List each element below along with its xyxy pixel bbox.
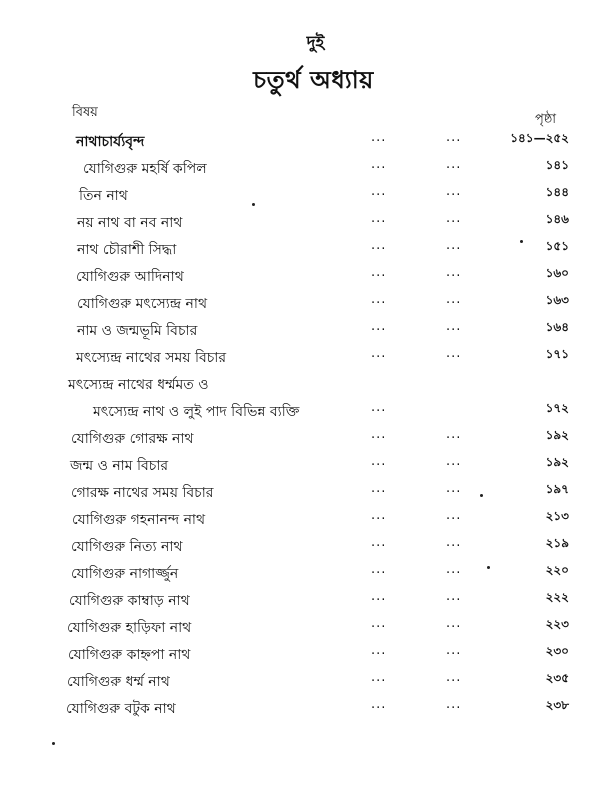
toc-entry xyxy=(0,125,607,152)
toc-entry-title: গোরক্ষ নাথের সময় বিচার xyxy=(71,485,214,501)
leader-dots: ... xyxy=(371,157,387,172)
toc-entry-page: ২১৯ xyxy=(545,536,569,550)
toc-entry-title: যোগিগুরু হাড়িফা নাথ xyxy=(67,620,192,636)
toc-entry-page: ১৯৭ xyxy=(545,482,569,496)
toc-entry-title: যোগিগুরু ধর্ম্ম নাথ xyxy=(67,674,170,690)
toc-entry-title: যোগিগুরু বটুক নাথ xyxy=(66,701,176,717)
leader-dots: ... xyxy=(446,319,462,334)
toc-entry-page: ১৫১ xyxy=(545,239,569,253)
toc-entry-title: যোগিগুরু গোরক্ষ নাথ xyxy=(71,431,194,447)
toc-entry-title: মৎস্যেন্দ্র নাথের সময় বিচার xyxy=(76,350,227,366)
leader-dots: ... xyxy=(371,589,387,604)
leader-dots: ... xyxy=(446,427,462,442)
leader-dots: ... xyxy=(446,292,462,307)
toc-entry-title: তিন নাথ xyxy=(79,188,128,204)
leader-dots: ... xyxy=(371,211,387,226)
toc-entry-title: যোগিগুরু মৎস্যেন্দ্র নাথ xyxy=(77,296,208,312)
toc-entry-page: ২২২ xyxy=(545,590,569,604)
toc-entry-page: ১৪১ xyxy=(545,158,569,172)
leader-dots: ... xyxy=(446,508,462,523)
leader-dots: ... xyxy=(371,184,387,199)
leader-dots: ... xyxy=(371,130,387,145)
toc-entry xyxy=(0,179,607,206)
toc-entry xyxy=(0,152,607,179)
toc-entry-title: যোগিগুরু আদিনাথ xyxy=(76,269,184,285)
leader-dots: ... xyxy=(446,184,462,199)
toc-entry-page: ১৪১—২৫২ xyxy=(510,131,569,145)
leader-dots: ... xyxy=(371,238,387,253)
chapter-title: চতুর্থ অধ্যায় xyxy=(253,66,374,94)
toc-entry-page: ১৬৩ xyxy=(545,293,569,307)
toc-entry-title: যোগিগুরু নিত্য নাথ xyxy=(71,539,183,555)
toc-entry xyxy=(0,530,607,557)
toc-entry-page: ১৯২ xyxy=(545,455,569,469)
leader-dots: ... xyxy=(446,130,462,145)
leader-dots: ... xyxy=(371,670,387,685)
toc-entry xyxy=(0,503,607,530)
print-speck xyxy=(52,742,55,745)
leader-dots: ... xyxy=(446,616,462,631)
leader-dots: ... xyxy=(446,238,462,253)
toc-entry xyxy=(0,422,607,449)
leader-dots: ... xyxy=(371,292,387,307)
toc-entry-title: যোগিগুরু মহর্ষি কপিল xyxy=(83,161,207,177)
leader-dots: ... xyxy=(371,454,387,469)
toc-entry-page: ১৬৪ xyxy=(545,320,569,334)
leader-dots: ... xyxy=(371,400,387,415)
leader-dots: ... xyxy=(446,265,462,280)
toc-entry xyxy=(0,476,607,503)
leader-dots: ... xyxy=(446,589,462,604)
toc-entry-page: ১৯২ xyxy=(545,428,569,442)
toc-entry-page: ২৩৮ xyxy=(545,698,569,712)
toc-entry-title: জন্ম ও নাম বিচার xyxy=(70,458,169,474)
toc-entry-page: ২২৩ xyxy=(545,617,569,631)
leader-dots: ... xyxy=(371,508,387,523)
leader-dots: ... xyxy=(371,265,387,280)
toc-entry-title: যোগিগুরু কাহ্নপা নাথ xyxy=(68,647,191,663)
toc-entry-page: ২২০ xyxy=(545,563,569,577)
toc-entry xyxy=(0,611,607,638)
toc-entry xyxy=(0,287,607,314)
toc-entry xyxy=(0,692,607,719)
leader-dots: ... xyxy=(371,643,387,658)
leader-dots: ... xyxy=(446,157,462,172)
table-of-contents xyxy=(0,125,607,719)
toc-entry xyxy=(0,665,607,692)
toc-entry xyxy=(0,314,607,341)
toc-entry-page: ২৩৫ xyxy=(545,671,569,685)
leader-dots: ... xyxy=(371,319,387,334)
toc-entry-title: যোগিগুরু নাগার্জ্জুন xyxy=(71,566,179,582)
leader-dots: ... xyxy=(446,697,462,712)
leader-dots: ... xyxy=(446,562,462,577)
leader-dots: ... xyxy=(446,670,462,685)
toc-entry-title: যোগিগুরু গহনানন্দ নাথ xyxy=(72,512,206,528)
toc-entry xyxy=(0,206,607,233)
toc-entry-title: নয় নাথ বা নব নাথ xyxy=(77,215,183,231)
toc-entry xyxy=(0,233,607,260)
toc-entry xyxy=(0,260,607,287)
print-speck xyxy=(480,494,483,497)
leader-dots: ... xyxy=(371,346,387,361)
leader-dots: ... xyxy=(446,346,462,361)
toc-entry xyxy=(0,368,607,395)
leader-dots: ... xyxy=(446,211,462,226)
toc-entry-page: ১৭১ xyxy=(545,347,569,361)
toc-entry-title: যোগিগুরু কাম্বাড় নাথ xyxy=(69,593,190,609)
subject-column-header: বিষয় xyxy=(72,105,98,120)
page-number: দুই xyxy=(306,33,325,53)
toc-entry-title: মৎস্যেন্দ্র নাথের ধর্ম্মমত ও xyxy=(68,377,209,393)
leader-dots: ... xyxy=(371,697,387,712)
toc-entry-page: ২১৩ xyxy=(545,509,569,523)
leader-dots: ... xyxy=(446,535,462,550)
leader-dots: ... xyxy=(371,616,387,631)
print-speck xyxy=(520,240,523,243)
toc-entry xyxy=(0,638,607,665)
toc-entry-title: নাথাচার্য্যবৃন্দ xyxy=(76,134,145,150)
leader-dots: ... xyxy=(371,481,387,496)
toc-entry-title: নাম ও জন্মভূমি বিচার xyxy=(77,323,198,339)
toc-entry xyxy=(0,584,607,611)
leader-dots: ... xyxy=(371,535,387,550)
toc-entry-page: ২৩০ xyxy=(545,644,569,658)
leader-dots: ... xyxy=(371,427,387,442)
page-column-header: পৃষ্ঠা xyxy=(535,112,557,127)
toc-entry xyxy=(0,449,607,476)
print-speck xyxy=(252,203,255,206)
toc-entry-page: ১৪৬ xyxy=(545,212,569,226)
toc-entry-title: মৎস্যেন্দ্র নাথ ও লুই পাদ বিভিন্ন ব্যক্তি xyxy=(93,404,300,420)
leader-dots: ... xyxy=(446,454,462,469)
leader-dots: ... xyxy=(446,643,462,658)
print-speck xyxy=(487,566,490,569)
toc-entry xyxy=(0,395,607,422)
toc-entry xyxy=(0,341,607,368)
leader-dots: ... xyxy=(446,481,462,496)
toc-entry xyxy=(0,557,607,584)
leader-dots: ... xyxy=(371,562,387,577)
toc-entry-page: ১৪৪ xyxy=(545,185,569,199)
toc-entry-page: ১৬০ xyxy=(545,266,569,280)
toc-entry-title: নাথ চৌরাশী সিদ্ধা xyxy=(77,242,177,258)
toc-entry-page: ১৭২ xyxy=(545,401,569,415)
